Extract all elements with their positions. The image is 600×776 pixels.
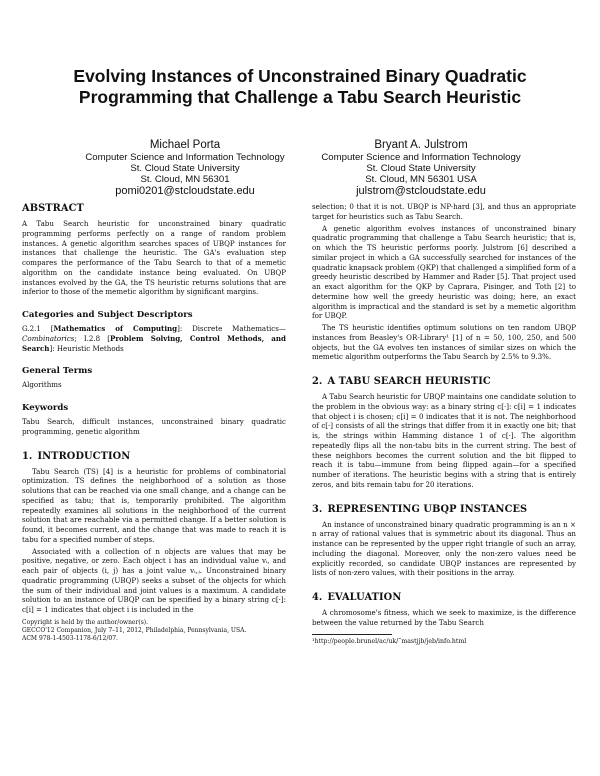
right-column <box>312 202 576 646</box>
abstract-text: A Tabu Search heuristic for unconstrained binary quadratic programming performs perfectly on a range of random problem instances. A genetic algorithm searches spaces of UBQP instances for instances that challenge the heuristic. The GA's evaluation step compares the performance of the Tabu Search to that of a memetic algorithm on the candidate instance being evaluated. On UBQP instances evolved by the GA, the TS heuristic returns solutions that are inferior to those of the memetic algorithm by significant margins. <box>22 219 286 297</box>
title-line-2: Programming that Challenge a Tabu Search Heuristic <box>78 87 522 107</box>
author-name: Michael Porta <box>149 139 221 151</box>
author-email: pomi0201@stcloudstate.edu <box>115 185 255 197</box>
paper-title <box>40 66 560 108</box>
intro-paragraph-2: Associated with a collection of n objects are values that may be positive, negative, or zero. Each object i has an individual value vᵢ, and each pair of objects (i, j) has a joint value vᵢ,ⱼ. Unconstrained binary quadratic programming (UBQP) seeks a subset of the objects for which the sum of their individual and joint values is a maximum. A candidate solution to an instance of UBQP can be specified by a binary string c[·]: c[i] = 1 indicates that object i is included in the <box>22 546 286 614</box>
representing-paragraph-1: An instance of unconstrained binary quadratic programming is an n × n array of rational values that is symmetric about its diagonal. Thus an instance can be represented by the upper right triangle of such an array, including the diagonal. Moreover, only the non-zero values need be explicitly recorded, so candidate UBQP instances are represented by lists of non-zero values, with their positions in the array. <box>312 519 576 578</box>
section-heading-evaluation: 4. EVALUATION <box>312 592 402 603</box>
title-line-1: Evolving Instances of Unconstrained Binary Quadratic <box>73 66 527 86</box>
abstract-heading: ABSTRACT <box>22 203 84 214</box>
keywords-heading: Keywords <box>22 403 69 413</box>
intro-paragraph-1: Tabu Search (TS) [4] is a heuristic for problems of combinatorial optimization. TS defines the neighborhood of a solution as those solutions that can be reached via one small change, and a change can be specified as tabu; that is, temporarily prohibited. The algorithm repeatedly examines all solutions in the neighborhood of the current solution that are reachable via a permitted change. If a better solution is found, it becomes current, and the change that was made to reach it is tabu for a specified number of steps. <box>22 466 286 544</box>
copyright-notice: Copyright is held by the author/owner(s). GECCO'12 Companion, July 7–11, 2012, Philadelphia, Pennsylvania, USA. ACM 978-1-4503-1178-6/12/07. <box>22 618 247 642</box>
right-paragraph-3: The TS heuristic identifies optimum solutions on ten random UBQP instances from Beasley's OR-Library¹ [1] of n = 50, 100, 250, and 500 objects, but the GA evolves ten instances of similar sizes on which the memetic algorithm outperforms the Tabu Search by 2.5% to 9.3%. <box>312 323 576 362</box>
categories-text: G.2.1 [Mathematics of Computing]: Discrete Mathematics—Combinatorics; I.2.8 [Problem Solving, Control Methods, and Search]: Heuristic Methods <box>22 324 286 353</box>
section-heading-representing: 3. REPRESENTING UBQP INSTANCES <box>312 503 528 515</box>
right-paragraph-1: selection; 0 that it is not. UBQP is NP-hard [3], and thus an appropriate target for heuristics such as Tabu Search. <box>312 202 576 221</box>
author-location: St. Cloud, MN 56301 USA <box>365 174 477 185</box>
evaluation-paragraph-1: A chromosome's fitness, which we seek to maximize, is the difference between the value returned by the Tabu Search <box>312 608 576 627</box>
keywords-text: Tabu Search, difficult instances, unconstrained binary quadratic programming, genetic algorithm <box>22 417 286 436</box>
section-heading-tabu-search: 2. A TABU SEARCH HEURISTIC <box>312 376 491 387</box>
author-affiliation: Computer Science and Information Technology <box>85 152 285 163</box>
author-location: St. Cloud, MN 56301 <box>140 174 230 185</box>
footnote: ¹http://people.brunel/ac/uk/˜mastjjb/jeb/info.html <box>312 637 467 645</box>
general-terms-text: Algorithms <box>22 380 62 390</box>
general-terms-heading: General Terms <box>22 366 93 377</box>
footnote-rule <box>312 634 392 635</box>
author-name: Bryant A. Julstrom <box>374 139 468 151</box>
author-block-2 <box>296 138 546 198</box>
author-email: julstrom@stcloudstate.edu <box>356 185 486 197</box>
left-column <box>22 202 286 643</box>
author-affiliation: Computer Science and Information Technology <box>321 152 521 163</box>
author-institution: St. Cloud State University <box>366 163 476 174</box>
author-block-1 <box>60 138 310 198</box>
tabu-paragraph-1: A Tabu Search heuristic for UBQP maintains one candidate solution to the problem in the obvious way: as a binary string c[·]: c[i] = 1 indicates that object i is chosen; c[i] = 0 indicates that it is not. The neighborhood of c[·] consists of all the strings that differ from it in exactly one bit; that is, the strings within Hamming distance 1 of c[·]. The algorithm repeatedly flips all the non-tabu bits in the current string. The best of these neighbors becomes the current solution and the bit flipped to reach it is tabu—immune from being flipped again—for a specified number of iterations. The heuristic begins with a string that is entirely zeros, and bits remain tabu for 20 iterations. <box>312 392 576 489</box>
categories-heading: Categories and Subject Descriptors <box>22 310 193 320</box>
author-institution: St. Cloud State University <box>130 163 240 174</box>
section-heading-introduction: 1. INTRODUCTION <box>22 450 131 462</box>
right-paragraph-2: A genetic algorithm evolves instances of unconstrained binary quadratic programming that challenge a Tabu Search heuristic; that is, on which the TS heuristic performs poorly. Julstrom [6] described a similar project in which a GA successfully searched for instances of the quadratic knapsack problem (QKP) that challenged a simplified form of a greedy heuristic described by Hammer and Rader [5]. That project used an exact algorithm for the QKP by Caprara, Pisinger, and Toth [2] to determine how well the greedy heuristic was doing; here, an exact algorithm is impractical and the standard is set by a memetic algorithm for UBQP. <box>312 223 576 321</box>
